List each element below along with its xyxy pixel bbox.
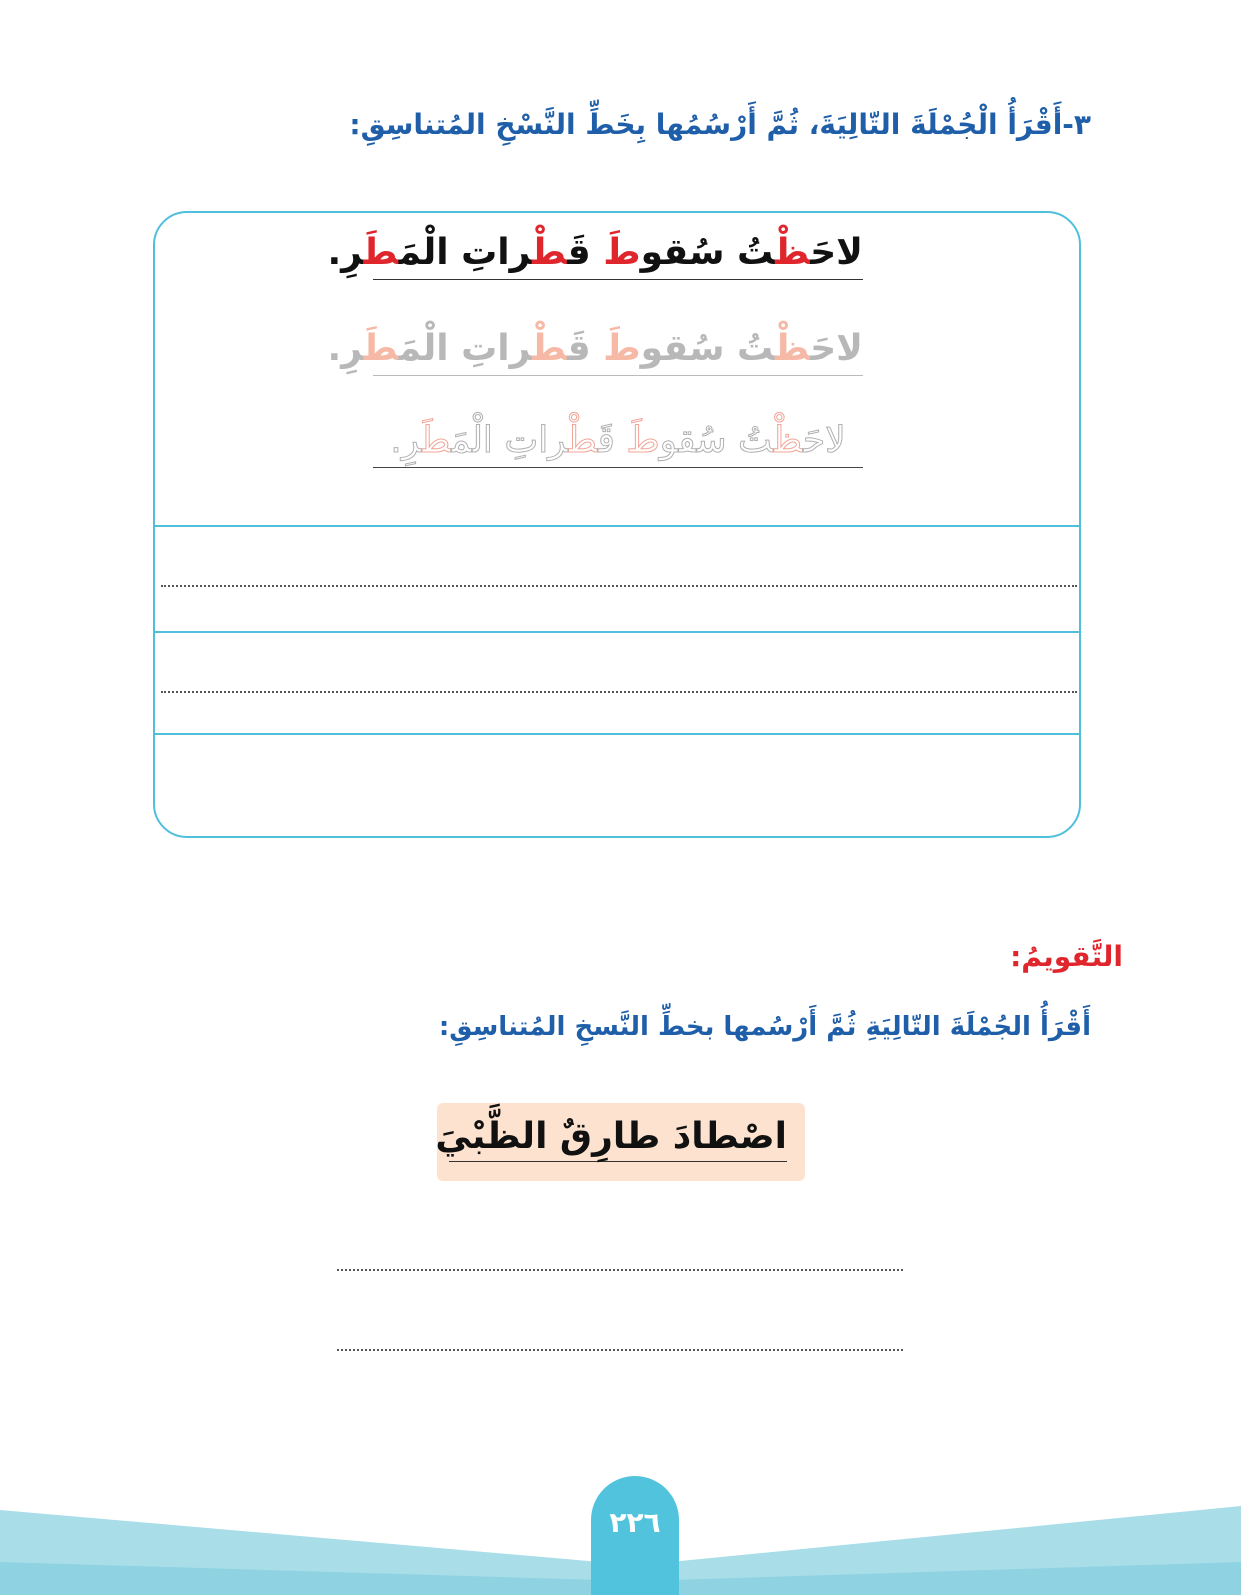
model-sentence-tracing: لاحَظْتُ سُقوطَ قَطْراتِ الْمَطَرِ.	[373, 417, 863, 468]
page-number: ٢٢٦	[609, 1506, 661, 1539]
dotted-writing-line[interactable]	[161, 691, 1077, 693]
model-sentence-solid: لاحَظْتُ سُقوطَ قَطْراتِ الْمَطَرِ.	[373, 229, 863, 280]
answer-line-2[interactable]	[337, 1349, 903, 1351]
assessment-instruction: أَقْرَأُ الجُمْلَةَ التّالِيَةِ ثُمَّ أَرْسُمها بخطِّ النَّسخِ المُتناسِقِ:	[438, 1012, 1091, 1042]
assessment-title: التَّقويمُ:	[1010, 940, 1123, 973]
answer-line-1[interactable]	[337, 1269, 903, 1271]
writing-band-3	[155, 733, 1079, 835]
sentence-card	[437, 1103, 805, 1181]
dotted-writing-line[interactable]	[161, 585, 1077, 587]
writing-band-1	[155, 525, 1079, 627]
practice-box	[153, 211, 1081, 838]
assessment-sentence: اصْطادَ طارِقٌ الظَّبْيَ	[449, 1113, 787, 1162]
writing-band-2	[155, 631, 1079, 733]
exercise-instruction: ٣-أَقْرَأُ الْجُمْلَةَ التّالِيَةَ، ثُمَّ أَرْسُمُها بِخَطِّ النَّسْخِ المُتناسِقِ:	[349, 108, 1091, 141]
model-sentence-faded: لاحَظْتُ سُقوطَ قَطْراتِ الْمَطَرِ.	[373, 325, 863, 376]
